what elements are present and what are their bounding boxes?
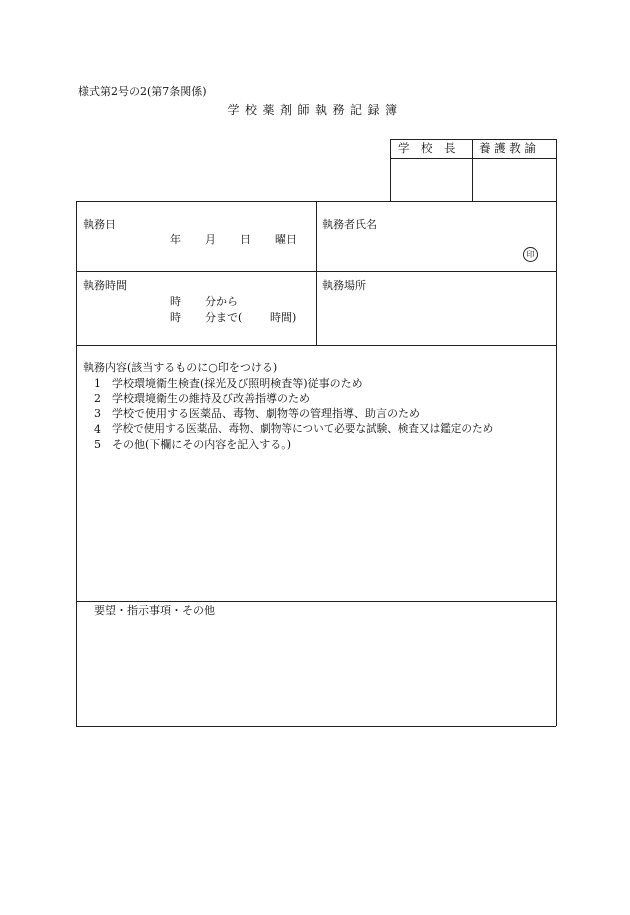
duty-time-label: 執務時間 (83, 279, 127, 292)
content-item-number: 5 (94, 438, 101, 451)
duty-content-label: 執務内容(該当するものに○印をつける) (83, 361, 278, 374)
nurse-teacher-stamp-label: 養 護 教 諭 (479, 141, 536, 155)
content-item-text: その他(下欄にその内容を記入する。) (112, 438, 292, 451)
performer-name-label: 執務者氏名 (322, 218, 377, 231)
day-unit: 日 (240, 233, 251, 246)
from-minute-unit: 分から (205, 295, 238, 308)
from-hour-unit: 時 (170, 295, 181, 308)
form-number: 様式第2号の2(第7条関係) (78, 85, 207, 98)
remarks-label: 要望・指示事項・その他 (94, 604, 215, 617)
weekday-unit: 曜日 (275, 233, 297, 246)
duty-date-label: 執務日 (83, 218, 116, 231)
duty-place-label: 執務場所 (322, 279, 366, 292)
document-title: 学校薬剤師執務記録簿 (227, 103, 403, 117)
content-item-text: 学校で使用する医薬品、毒物、劇物等の管理指導、助言のため (112, 407, 420, 420)
content-item-number: 3 (94, 407, 101, 420)
content-item-text: 学校環境衛生の維持及び改善指導のため (112, 392, 310, 405)
content-item-number: 1 (94, 377, 101, 390)
principal-stamp-cell[interactable] (391, 159, 471, 200)
year-unit: 年 (170, 233, 181, 246)
nurse-teacher-stamp-cell[interactable] (473, 159, 555, 200)
content-item-number: 4 (94, 423, 101, 436)
total-hours-unit: 時間) (270, 311, 297, 324)
to-minute-unit: 分まで( (205, 311, 243, 324)
content-item-number: 2 (94, 392, 101, 405)
seal-icon: 印 (523, 247, 538, 262)
content-item-text: 学校で使用する医薬品、毒物、劇物等について必要な試験、検査又は鑑定のため (112, 423, 494, 435)
month-unit: 月 (205, 233, 216, 246)
principal-stamp-label: 学 校 長 (398, 141, 456, 155)
content-item-text: 学校環境衛生検査(採光及び照明検査等)従事のため (112, 377, 363, 390)
to-hour-unit: 時 (170, 311, 181, 324)
